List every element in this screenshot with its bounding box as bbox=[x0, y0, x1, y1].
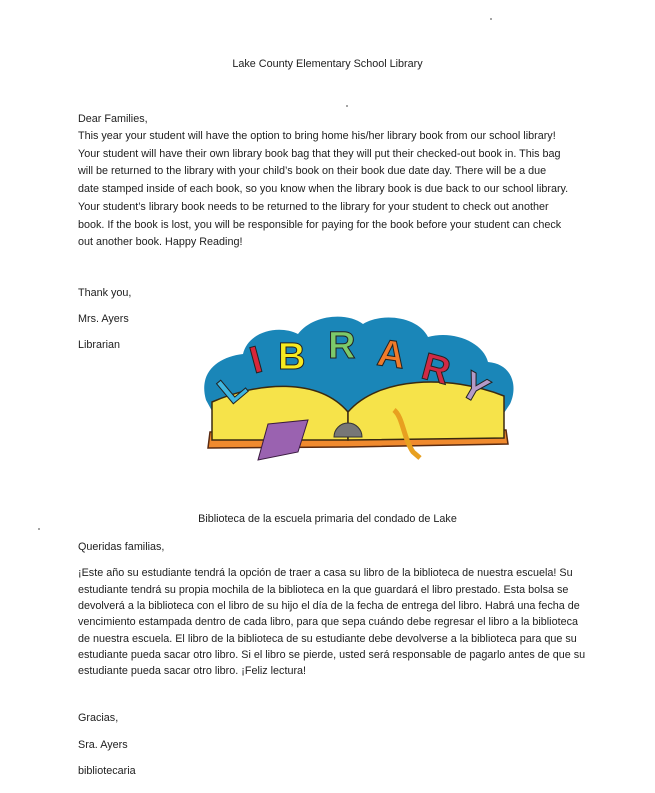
body-line: book. If the book is lost, you will be responsible for paying for the book before your student can check bbox=[78, 219, 562, 231]
english-greeting: Dear Families, bbox=[78, 113, 148, 125]
scan-speck bbox=[346, 105, 348, 107]
body-line: estudiante tendrá su propia mochila de la biblioteca en la que guardará el libro prestado. Esta bolsa se bbox=[78, 584, 569, 596]
scan-speck bbox=[490, 18, 492, 20]
body-line: estudiante pueda sacar otro libro. Si el libro se pierde, usted será responsable de pagarlo antes de que su bbox=[78, 649, 586, 661]
body-line: ¡Este año su estudiante tendrá la opción de traer a casa su libro de la biblioteca de nuestra escuela! Su bbox=[78, 567, 573, 579]
body-line: date stamped inside of each book, so you know when the library book is due back to our school library. bbox=[78, 183, 569, 195]
clipart-letter: A bbox=[374, 332, 408, 378]
clipart-letter: B bbox=[278, 336, 306, 378]
clipart-letter: Y bbox=[453, 363, 496, 413]
spanish-signature-name: Sra. Ayers bbox=[78, 739, 128, 751]
english-title: Lake County Elementary School Library bbox=[232, 58, 423, 70]
body-line: vencimiento estampada dentro de cada libro, para que sepa cuándo debe regresar el libro a la biblioteca bbox=[78, 616, 578, 628]
body-line: de nuestra escuela. El libro de la biblioteca de su estudiante debe devolverse a la biblioteca para que su bbox=[78, 633, 577, 645]
english-signature-name: Mrs. Ayers bbox=[78, 313, 129, 325]
body-line: devolverá a la biblioteca con el libro de su hijo el día de la fecha de entrega del libro. Habrá una fecha de bbox=[78, 600, 580, 612]
spanish-closing: Gracias, bbox=[78, 712, 119, 724]
body-line: Your student will have their own library book bag that they will put their checked-out book in. This bag bbox=[78, 148, 561, 160]
clipart-letter: R bbox=[417, 345, 455, 394]
spanish-greeting: Queridas familias, bbox=[78, 541, 165, 553]
body-line: estudiante pueda sacar otro libro. ¡Feliz lectura! bbox=[78, 665, 307, 677]
spanish-signature-role: bibliotecaria bbox=[78, 765, 136, 777]
spanish-title: Biblioteca de la escuela primaria del condado de Lake bbox=[198, 513, 457, 525]
body-line: will be returned to the library with your child’s book on their book due date day. There will be a due bbox=[78, 165, 547, 177]
body-line: This year your student will have the option to bring home his/her library book from our school library! bbox=[78, 130, 556, 142]
english-signature-role: Librarian bbox=[78, 339, 121, 351]
clipart-letter: L bbox=[210, 365, 255, 413]
clipart-letter: R bbox=[328, 325, 356, 367]
clipart-letter: I bbox=[245, 338, 267, 383]
english-closing: Thank you, bbox=[78, 287, 132, 299]
body-line: out another book. Happy Reading! bbox=[78, 236, 243, 248]
scan-speck bbox=[38, 528, 40, 530]
body-line: Your student’s library book needs to be returned to the library for your student to check out another bbox=[78, 201, 549, 213]
library-book-clipart bbox=[198, 312, 518, 470]
